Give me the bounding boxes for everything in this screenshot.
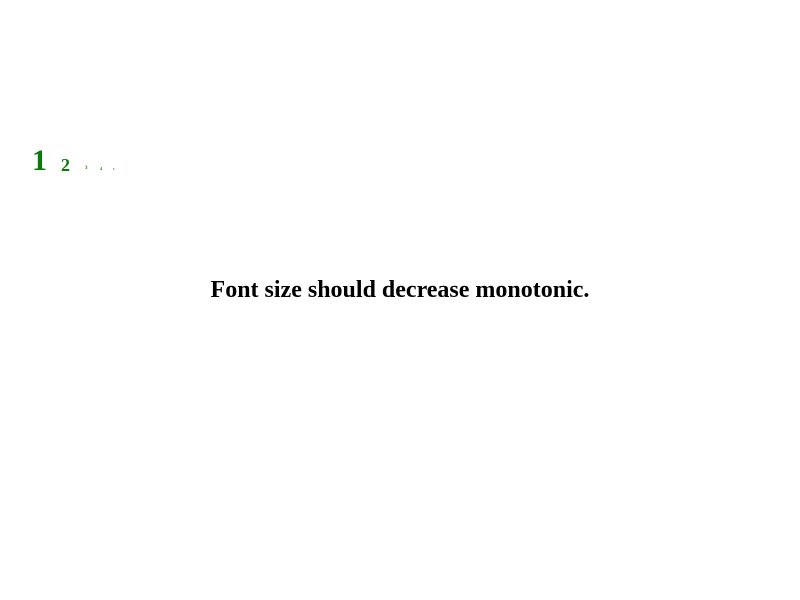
test-caption: Font size should decrease monotonic.	[210, 277, 590, 303]
font-size-digit-sequence	[32, 142, 232, 182]
digit-3: 3	[85, 166, 88, 171]
digit-2: 2	[61, 155, 70, 175]
digit-4: 4	[100, 166, 102, 171]
digit-5: 5	[113, 167, 115, 171]
digit-1: 1	[32, 144, 47, 177]
